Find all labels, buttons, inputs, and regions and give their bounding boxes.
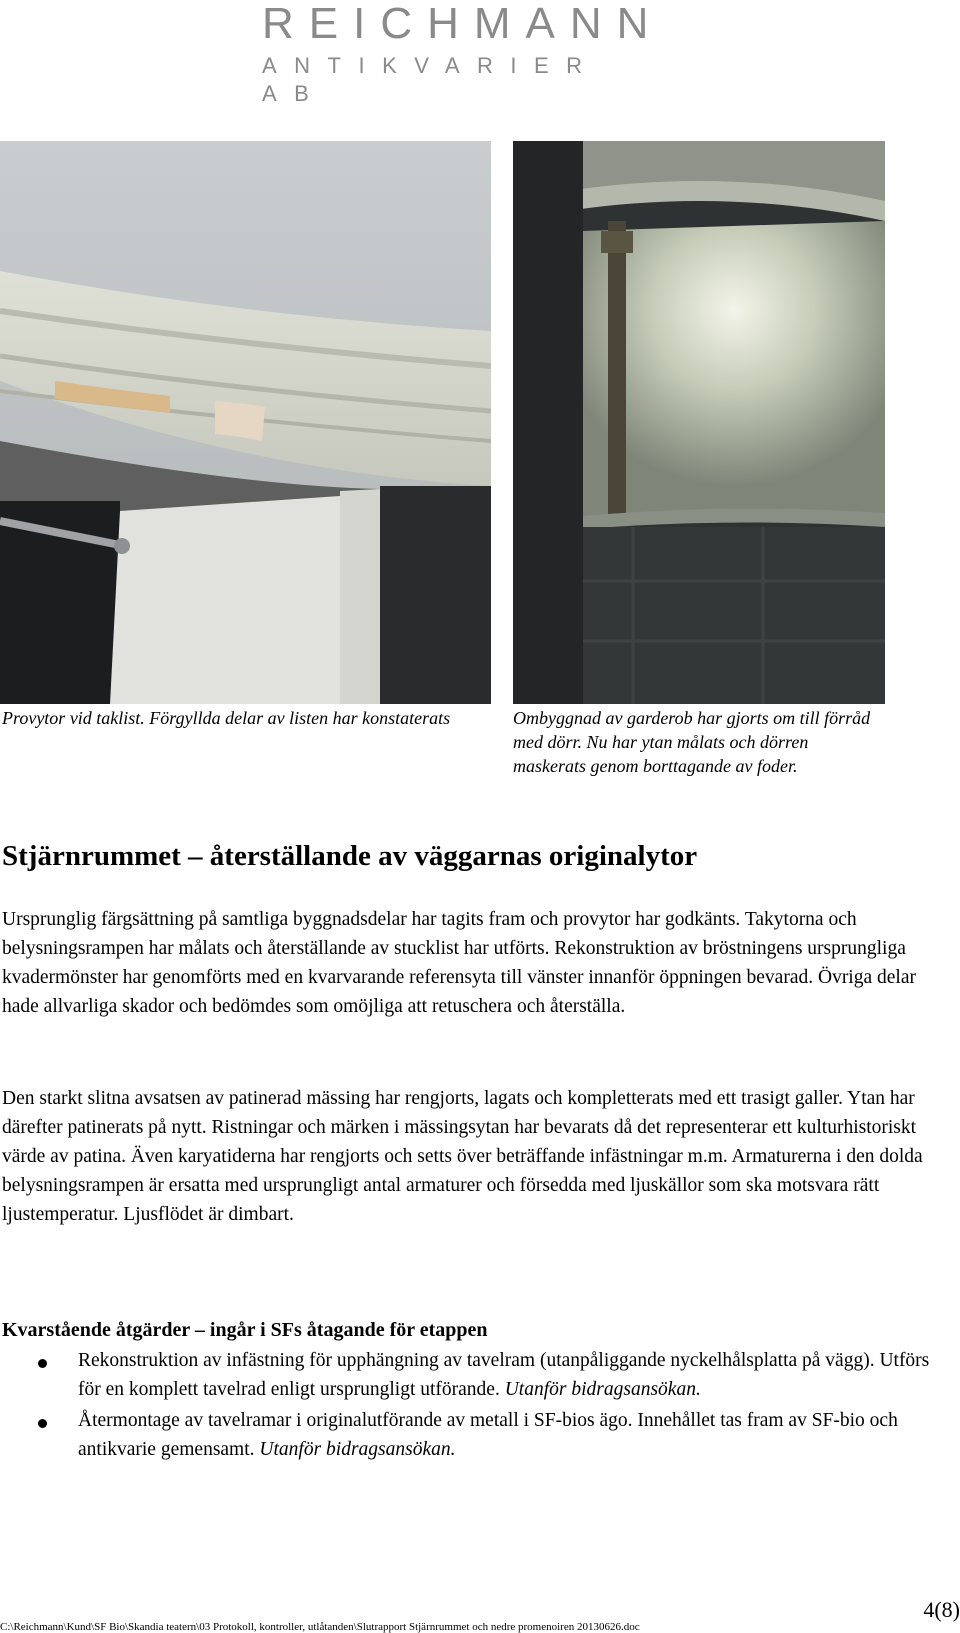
figure-caption-left: Provytor vid taklist. Förgyllda delar av listen har konstaterats <box>2 708 451 728</box>
logo-wordmark: REICHMANN <box>262 0 664 48</box>
photo-storage-room <box>513 141 885 704</box>
list-item <box>0 1346 950 1404</box>
remaining-actions-list <box>0 1346 950 1466</box>
list-item-note: Utanför bidragsansökan. <box>504 1379 701 1400</box>
list-item-note: Utanför bidragsansökan. <box>259 1439 456 1460</box>
list-item-text: Återmontage av tavelramar i originalutförande av metall i SF-bios ägo. Innehållet tas fram av SF-bio och antikvarie gemensamt. <box>78 1410 898 1460</box>
list-item-text: Rekonstruktion av infästning för upphängning av tavelram (utanpåliggande nyckelhålsplatta på vägg). Utförs för en komplett tavelrad enligt ursprungligt utförande. <box>78 1350 930 1400</box>
logo-subtitle: ANTIKVARIER AB <box>262 53 600 106</box>
remaining-actions-heading: Kvarstående åtgärder – ingår i SFs åtagande för etappen <box>2 1319 488 1341</box>
company-logo <box>262 0 664 108</box>
body-paragraph: Den starkt slitna avsatsen av patinerad mässing har rengjorts, lagats och kompletterats med ett trasigt galler. Ytan har därefter patinerats på nytt. Ristningar och märken i mässingsytan har bevarats då det representerar ett kulturhistoriskt värde av patina. Även karyatiderna har rengjorts och setts över beträffande infästningar m.m. Armaturerna i den dolda belysningsrampen är ersatta med ursprungligt antal armaturer och försedda med ljuskällor som ska motsvara rätt ljustemperatur. Ljusflödet är dimbart. <box>2 1088 923 1225</box>
body-paragraph: Ursprunglig färgsättning på samtliga byggnadsdelar har tagits fram och provytor har godkänts. Takytorna och belysningsrampen har målats och återställande av stucklist har utförts. Rekonstruktion av bröstningens ursprungliga kvadermönster har genomförts med en kvarvarande referensyta till vänster innanför öppningen bevarad. Övriga delar hade allvarliga skador och bedömdes som omöjliga att retuschera och återställa. <box>2 909 916 1017</box>
photo-ceiling-molding <box>0 141 491 704</box>
list-item <box>0 1406 950 1464</box>
document-path: C:\Reichmann\Kund\SF Bio\Skandia teatern\03 Protokoll, kontroller, utlåtanden\Slutrapport Stjärnrummet och nedre promenoiren 20130626.doc <box>0 1621 640 1633</box>
section-heading: Stjärnrummet – återställande av väggarnas originalytor <box>2 840 698 872</box>
figure-caption-right: Ombyggnad av garderob har gjorts om till förråd med dörr. Nu har ytan målats och dörren maskerats genom borttagande av foder. <box>513 708 871 776</box>
page-number: 4(8) <box>923 1597 960 1622</box>
bullet-icon <box>38 1359 47 1368</box>
bullet-icon <box>38 1419 47 1428</box>
